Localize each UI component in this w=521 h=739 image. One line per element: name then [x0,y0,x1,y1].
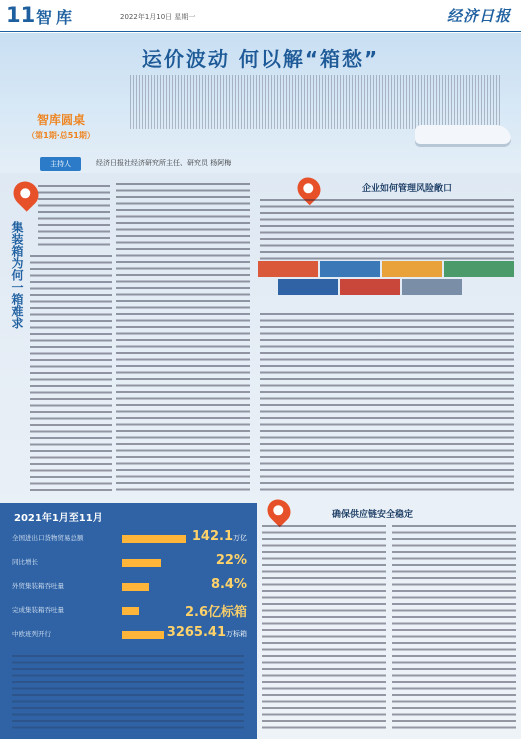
stat-bar [122,535,186,543]
stat-row [12,623,247,645]
stat-label: 完成集装箱吞吐量 [12,606,64,614]
stat-label: 外贸集装箱吞吐量 [12,582,64,590]
stat-bar [122,583,149,591]
issue-date: 2022年1月10日 星期一 [120,13,196,21]
stat-row [12,575,247,597]
ship-illustration [410,151,520,173]
supply-chain-section [262,503,518,739]
column-name: 智库圆桌 [36,113,85,127]
hero-banner [0,33,521,173]
right-column [258,181,518,501]
masthead-logo: 经济日报 [446,7,511,25]
stat-row [12,527,247,549]
host-question-text [38,183,110,247]
data-panel-title: 2021年1月至11月 [14,513,103,524]
stat-bar [122,607,139,615]
column-tag [18,111,104,141]
host-byline: 经济日报社经济研究所主任、研究员 杨阿梅 [96,159,232,167]
page-header [0,0,521,32]
trade-data-panel [0,503,257,739]
risk-section-text [260,311,514,495]
stat-value: 2.6亿标箱 [184,605,247,620]
middle-column-text [116,181,250,493]
stat-bar [122,559,161,567]
stat-value: 8.4% [210,577,247,592]
host-label: 主持人 [40,157,81,171]
airplane-illustration [415,125,511,147]
stat-label: 中欧班列开行 [12,630,51,638]
stat-value: 22% [215,553,247,568]
stat-label: 全国进出口货物贸易总额 [12,534,84,542]
stat-row [12,551,247,573]
stat-bar [122,631,164,639]
left-column [6,181,114,501]
stat-value: 142.1万亿 [191,529,247,544]
lead-paragraph [130,75,502,129]
article-body [0,173,521,739]
chain-right-text [392,523,516,733]
section-name: 智库 [36,8,77,27]
stat-label: 同比增长 [12,558,38,566]
page-number: 11 [6,3,36,27]
chain-left-text [262,523,386,733]
chain-section-heading: 确保供应链安全稳定 [332,510,414,520]
stat-row [12,599,247,621]
middle-column [114,181,254,501]
containers-illustration [258,261,518,301]
risk-intro-text [260,197,514,263]
risk-section-heading: 企业如何管理风险敞口 [362,184,453,194]
section-title-vertical: 集装箱为何一箱难求 [10,221,24,329]
column-issue: （第1期·总51期） [27,131,95,140]
data-panel-illustration [12,653,244,733]
left-column-text [30,253,112,493]
stat-value: 3265.41万标箱 [166,625,247,640]
page-headline: 运价波动 何以解“箱愁” [141,47,380,71]
